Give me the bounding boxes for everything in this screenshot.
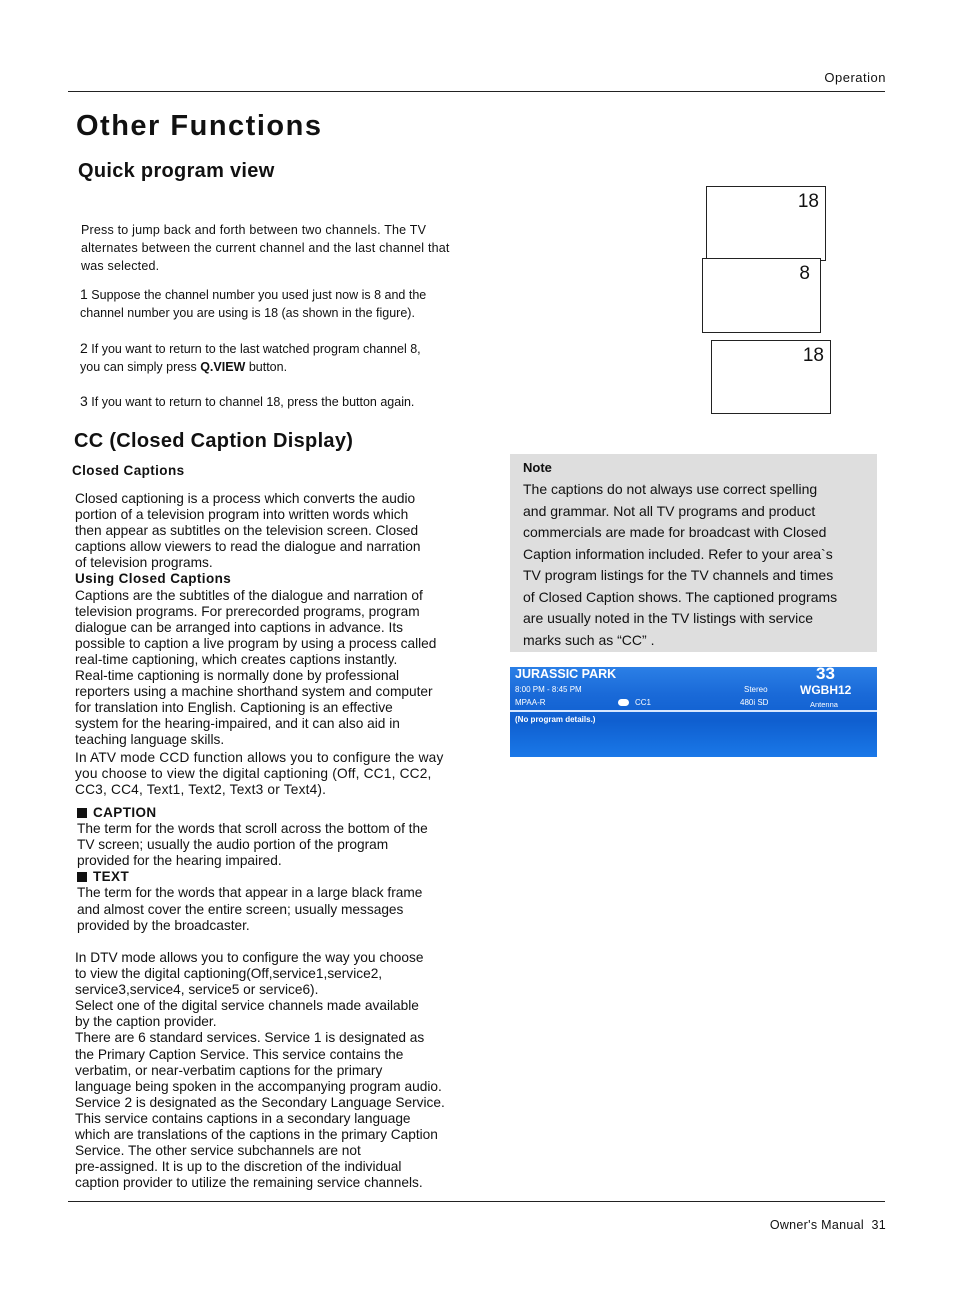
body-line: pre-assigned. It is up to the discretion of the individual: [75, 1159, 402, 1175]
caption-label: CAPTION: [93, 805, 157, 820]
body-line: In DTV mode allows you to configure the way you choose: [75, 950, 424, 965]
dtv-body: [75, 950, 505, 1191]
body-line: Closed captioning is a process which converts the audio: [75, 491, 416, 506]
body-line: to view the digital captioning(Off,service1,service2,: [75, 966, 383, 982]
body-line: which are translations of the captions in the primary Caption: [75, 1127, 438, 1143]
body-line: TV screen; usually the audio portion of the program: [77, 837, 389, 853]
program-rating: MPAA-R: [515, 698, 546, 707]
manual-name: Owner's Manual: [769, 1218, 864, 1232]
bullet-square-icon: [77, 872, 87, 882]
body-line: Real-time captioning is normally done by professional: [75, 668, 400, 684]
channel-number: 8: [799, 263, 810, 284]
body-line: provided by the broadcaster.: [77, 917, 250, 933]
body-line: portion of a television program into written words which: [75, 507, 409, 523]
quick-view-intro: [81, 221, 501, 275]
body-line: There are 6 standard services. Service 1 is designated as: [75, 1030, 425, 1046]
audio-mode: Stereo: [744, 685, 768, 694]
cc-indicator: CC1: [635, 698, 652, 707]
step-text: If you want to return to channel 18, press the button again.: [91, 395, 415, 409]
body-line: Select one of the digital service channels made available: [75, 998, 419, 1014]
body-line: for translation into English. Captioning is an effective: [75, 700, 393, 716]
channel-box-return: [711, 340, 831, 414]
video-resolution: 480i SD: [740, 698, 769, 707]
cc-heading: CC (Closed Caption Display): [74, 430, 354, 452]
program-details: (No program details.): [515, 715, 596, 724]
note-line: and grammar. Not all TV programs and product: [523, 502, 816, 519]
channel-number: 18: [797, 191, 819, 212]
body-line: Service. The other service subchannels are not: [75, 1143, 361, 1159]
caption-definition: [77, 805, 507, 934]
footer: [770, 1218, 886, 1232]
note-line: TV program listings for the TV channels and times: [523, 567, 834, 583]
body-line: captions allow viewers to read the dialogue and narration: [75, 539, 421, 555]
quick-view-step-1: [80, 285, 500, 322]
step-number: 2: [80, 340, 88, 356]
step-number: 3: [80, 393, 88, 409]
channel-number: 33: [816, 667, 835, 683]
bullet-square-icon: [77, 808, 87, 818]
note-line: are usually noted in the TV listings with service: [523, 610, 813, 626]
body-line: Service 2 is designated as the Secondary Language Service.: [75, 1094, 445, 1110]
cc-body: [75, 491, 505, 798]
header-rule: [68, 91, 885, 92]
using-cc-subheading: Using Closed Captions: [75, 571, 232, 587]
body-line: then appear as subtitles on the television screen. Closed: [75, 523, 419, 539]
qview-button-label: Q.VIEW: [200, 360, 246, 374]
body-line: and almost cover the entire screen; usually messages: [77, 901, 404, 917]
program-time: 8:00 PM - 8:45 PM: [515, 685, 582, 694]
step-number: 1: [80, 286, 88, 302]
step-text: button.: [245, 360, 288, 374]
body-line: of television programs.: [75, 555, 213, 571]
note-line: The captions do not always use correct spelling: [523, 481, 818, 497]
body-line: television programs. For prerecorded programs, program: [75, 603, 420, 619]
quick-view-heading: Quick program view: [78, 160, 275, 182]
body-line: service3,service4, service5 or service6).: [75, 982, 319, 998]
body-line: caption provider to utilize the remaining service channels.: [75, 1175, 423, 1191]
body-line: verbatim, or near-verbatim captions for the primary: [75, 1062, 383, 1078]
note-line: of Closed Caption shows. The captioned programs: [523, 588, 838, 605]
body-line: teaching language skills.: [75, 732, 225, 748]
step-text: If you want to return to the last watched program channel 8,: [91, 342, 421, 356]
body-line: CC3, CC4, Text1, Text2, Text3 or Text4).: [75, 781, 327, 797]
channel-number: 18: [802, 345, 824, 366]
step-text: you can simply press: [80, 360, 201, 374]
page-number: 31: [871, 1218, 886, 1232]
intro-line: Press to jump back and forth between two channels. The TV: [81, 223, 427, 237]
note-text: [523, 479, 879, 651]
body-line: by the caption provider.: [75, 1014, 217, 1030]
intro-line: alternates between the current channel and the last channel that: [81, 241, 450, 255]
body-line: The term for the words that scroll across the bottom of the: [77, 821, 428, 837]
header-section-label: Operation: [824, 70, 886, 85]
signal-source: Antenna: [810, 700, 838, 709]
body-line: language being spoken in the accompanying program audio.: [75, 1078, 442, 1094]
body-line: In ATV mode CCD function allows you to configure the way: [75, 749, 444, 765]
step-text: Suppose the channel number you used just now is 8 and the: [91, 288, 427, 302]
body-line: real-time captioning, which creates captions instantly.: [75, 651, 398, 667]
body-line: reporters using a machine shorthand system and computer: [75, 684, 433, 700]
note-line: commercials are made for broadcast with Closed: [523, 524, 827, 540]
note-line: marks such as “CC” .: [523, 631, 655, 648]
cc-badge-icon: [618, 699, 629, 706]
note-line: Caption information included. Refer to your area`s: [523, 545, 833, 562]
quick-view-step-2: [80, 339, 500, 376]
footer-rule: [68, 1201, 885, 1202]
intro-line: was selected.: [81, 259, 160, 273]
tv-info-banner: [510, 667, 877, 757]
body-line: the Primary Caption Service. This service contains the: [75, 1046, 404, 1062]
channel-name: WGBH12: [800, 683, 852, 697]
body-line: Captions are the subtitles of the dialogue and narration of: [75, 587, 423, 603]
body-line: you choose to view the digital captioning (Off, CC1, CC2,: [75, 765, 432, 781]
quick-view-step-3: [80, 392, 500, 411]
body-line: The term for the words that appear in a large black frame: [77, 885, 423, 901]
channel-box-current: [706, 186, 826, 261]
body-line: This service contains captions in a secondary language: [75, 1110, 411, 1126]
closed-captions-subheading: Closed Captions: [72, 463, 185, 478]
page-title: Other Functions: [76, 110, 323, 142]
step-text: channel number you are using is 18 (as shown in the figure).: [80, 306, 415, 320]
program-title: JURASSIC PARK: [515, 667, 617, 681]
body-line: system for the hearing-impaired, and it can also aid in: [75, 716, 400, 732]
body-line: provided for the hearing impaired.: [77, 853, 282, 869]
channel-box-previous: [702, 258, 821, 333]
note-title: Note: [523, 460, 552, 475]
timeline-bar: [510, 710, 877, 712]
text-label: TEXT: [93, 869, 130, 885]
body-line: dialogue can be arranged into captions in advance. Its: [75, 619, 403, 635]
body-line: possible to caption a live program by using a process called: [75, 635, 437, 651]
